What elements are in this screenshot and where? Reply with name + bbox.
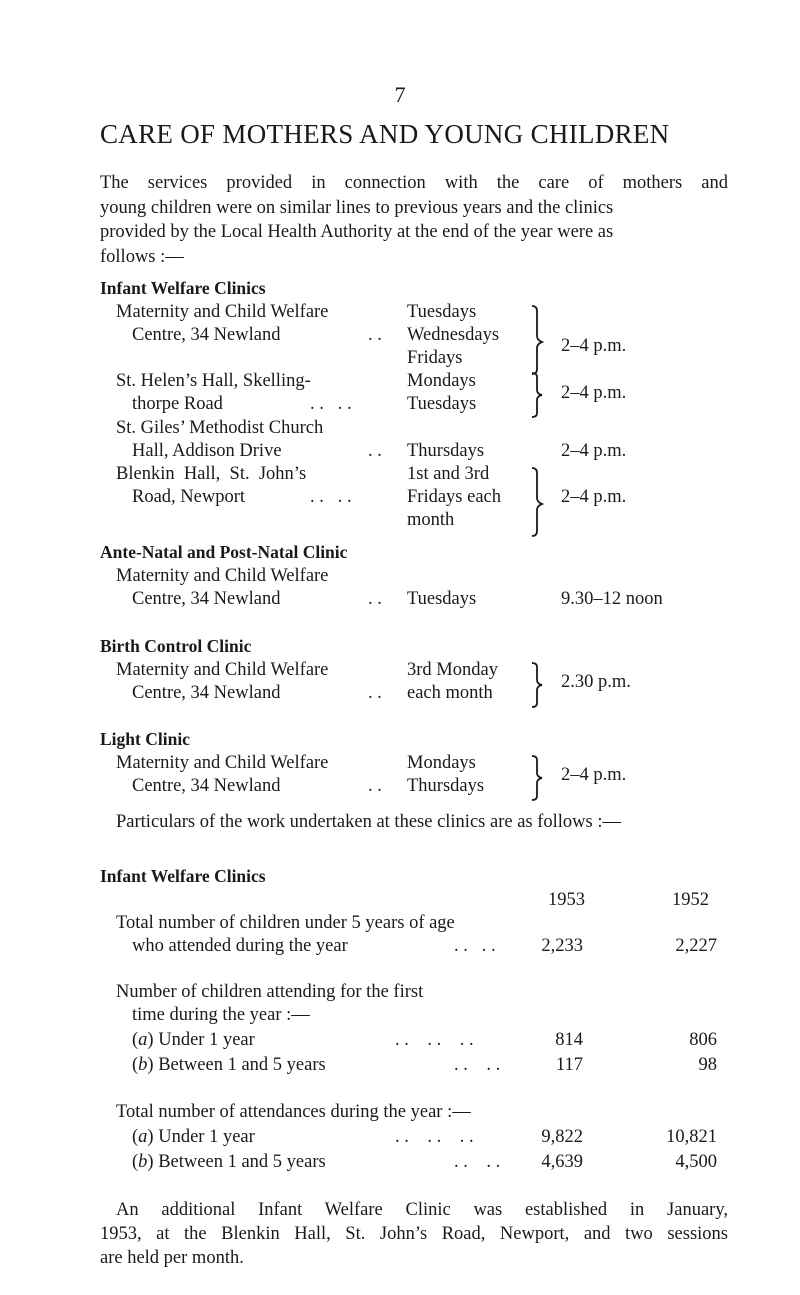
stats-heading: Infant Welfare Clinics	[100, 866, 266, 886]
year-1952: 1952	[672, 890, 709, 910]
day-label: Tuesdays	[407, 302, 477, 322]
location-line: Road, Newport	[132, 487, 246, 507]
leader-dots: . . . . . .	[395, 1127, 474, 1147]
day-label: 1st and 3rd	[407, 464, 490, 484]
page-number: 7	[394, 82, 406, 107]
time-label: 2–4 p.m.	[561, 441, 627, 461]
section-heading-infant-welfare: Infant Welfare Clinics	[100, 278, 266, 298]
location-line: Centre, 34 Newland	[132, 776, 281, 796]
stat-row: (a) Under 1 year	[132, 1030, 255, 1050]
intro-line: young children were on similar lines to previous years and the clinics	[100, 197, 614, 218]
brace-icon	[530, 372, 544, 418]
day-label: 3rd Monday	[407, 660, 498, 680]
day-label: Mondays	[407, 753, 476, 773]
location-line: Maternity and Child Welfare	[116, 753, 329, 773]
brace-icon	[530, 755, 544, 801]
closing-line: are held per month.	[100, 1248, 244, 1268]
location-line: Maternity and Child Welfare	[116, 660, 329, 680]
row-marker: b	[138, 1152, 148, 1172]
year-1953: 1953	[548, 890, 585, 910]
row-label: Between 1 and 5 years	[158, 1055, 326, 1075]
intro-paragraph	[100, 171, 728, 269]
location-line: Centre, 34 Newland	[132, 589, 281, 609]
row-marker: a	[138, 1030, 148, 1050]
leader-dots: . . . .	[454, 936, 496, 956]
location-line: Hall, Addison Drive	[132, 441, 282, 461]
particulars-line: Particulars of the work undertaken at these clinics are as follows :—	[116, 812, 621, 832]
value-1953: 9,822	[541, 1127, 583, 1147]
intro-line: The services provided in connection with the care of mothers and	[100, 173, 728, 193]
leader-dots: . .	[368, 589, 382, 609]
row-marker: b	[138, 1055, 148, 1075]
time-label: 2–4 p.m.	[561, 765, 627, 785]
intro-line: follows :—	[100, 246, 184, 267]
day-label: Mondays	[407, 371, 476, 391]
day-label: month	[407, 510, 455, 530]
value-1952: 806	[689, 1030, 717, 1050]
value-1952: 2,227	[675, 936, 717, 956]
section-heading-birth-control: Birth Control Clinic	[100, 636, 252, 656]
leader-dots: . .	[368, 683, 382, 703]
time-label: 2–4 p.m.	[561, 487, 627, 507]
day-label: Fridays each	[407, 487, 502, 507]
leader-dots: . .	[368, 325, 382, 345]
brace-icon	[530, 467, 544, 537]
section-heading-light: Light Clinic	[100, 729, 190, 749]
time-label: 9.30–12 noon	[561, 589, 663, 609]
intro-line: provided by the Local Health Authority at the end of the year were as	[100, 222, 614, 242]
day-label: Tuesdays	[407, 394, 477, 414]
location-line: Centre, 34 Newland	[132, 683, 281, 703]
stat-label: time during the year :—	[132, 1005, 310, 1025]
day-label: Tuesdays	[407, 589, 477, 609]
location-line: Centre, 34 Newland	[132, 325, 281, 345]
row-label: Under 1 year	[158, 1030, 255, 1050]
time-label: 2–4 p.m.	[561, 383, 627, 403]
location-line: Maternity and Child Welfare	[116, 566, 329, 586]
stat-label: Number of children attending for the first	[116, 982, 424, 1002]
day-label: Wednesdays	[407, 325, 500, 345]
row-marker: a	[138, 1127, 148, 1147]
leader-dots: . . . . . .	[395, 1030, 474, 1050]
value-1953: 814	[555, 1030, 583, 1050]
stat-label: Total number of children under 5 years of age	[116, 913, 455, 933]
location-line: St. Helen’s Hall, Skelling-	[116, 371, 311, 391]
leader-dots: . . . .	[310, 487, 352, 507]
brace-icon	[530, 305, 544, 375]
closing-paragraph	[100, 1198, 728, 1270]
day-label: each month	[407, 683, 493, 703]
leader-dots: . . . .	[454, 1152, 501, 1172]
closing-line: 1953, at the Blenkin Hall, St. John’s Road, Newport, and two sessions	[100, 1224, 728, 1244]
brace-icon	[530, 662, 544, 708]
value-1952: 10,821	[666, 1127, 717, 1147]
stat-label: Total number of attendances during the year :—	[116, 1102, 471, 1122]
leader-dots: . . . .	[310, 394, 352, 414]
location-line: Blenkin Hall, St. John’s	[116, 464, 307, 484]
stat-label: who attended during the year	[132, 936, 348, 956]
location-line: Maternity and Child Welfare	[116, 302, 329, 322]
time-label: 2.30 p.m.	[561, 672, 631, 692]
row-label: Under 1 year	[158, 1127, 255, 1147]
closing-line: An additional Infant Welfare Clinic was established in January,	[116, 1200, 728, 1220]
stat-row: (a) Under 1 year	[132, 1127, 255, 1147]
value-1953: 117	[555, 1055, 583, 1075]
day-label: Fridays	[407, 348, 463, 368]
value-1952: 98	[698, 1055, 717, 1075]
value-1953: 2,233	[541, 936, 583, 956]
value-1953: 4,639	[541, 1152, 583, 1172]
stat-row: (b) Between 1 and 5 years	[132, 1055, 326, 1075]
leader-dots: . .	[368, 441, 382, 461]
leader-dots: . .	[368, 776, 382, 796]
leader-dots: . . . .	[454, 1055, 501, 1075]
day-label: Thursdays	[407, 441, 485, 461]
location-line: thorpe Road	[132, 394, 223, 414]
day-label: Thursdays	[407, 776, 485, 796]
time-label: 2–4 p.m.	[561, 336, 627, 356]
location-line: St. Giles’ Methodist Church	[116, 418, 324, 438]
value-1952: 4,500	[675, 1152, 717, 1172]
stat-row: (b) Between 1 and 5 years	[132, 1152, 326, 1172]
section-heading-ante-natal: Ante-Natal and Post-Natal Clinic	[100, 542, 348, 562]
row-label: Between 1 and 5 years	[158, 1152, 326, 1172]
page-title: CARE OF MOTHERS AND YOUNG CHILDREN	[100, 119, 670, 149]
